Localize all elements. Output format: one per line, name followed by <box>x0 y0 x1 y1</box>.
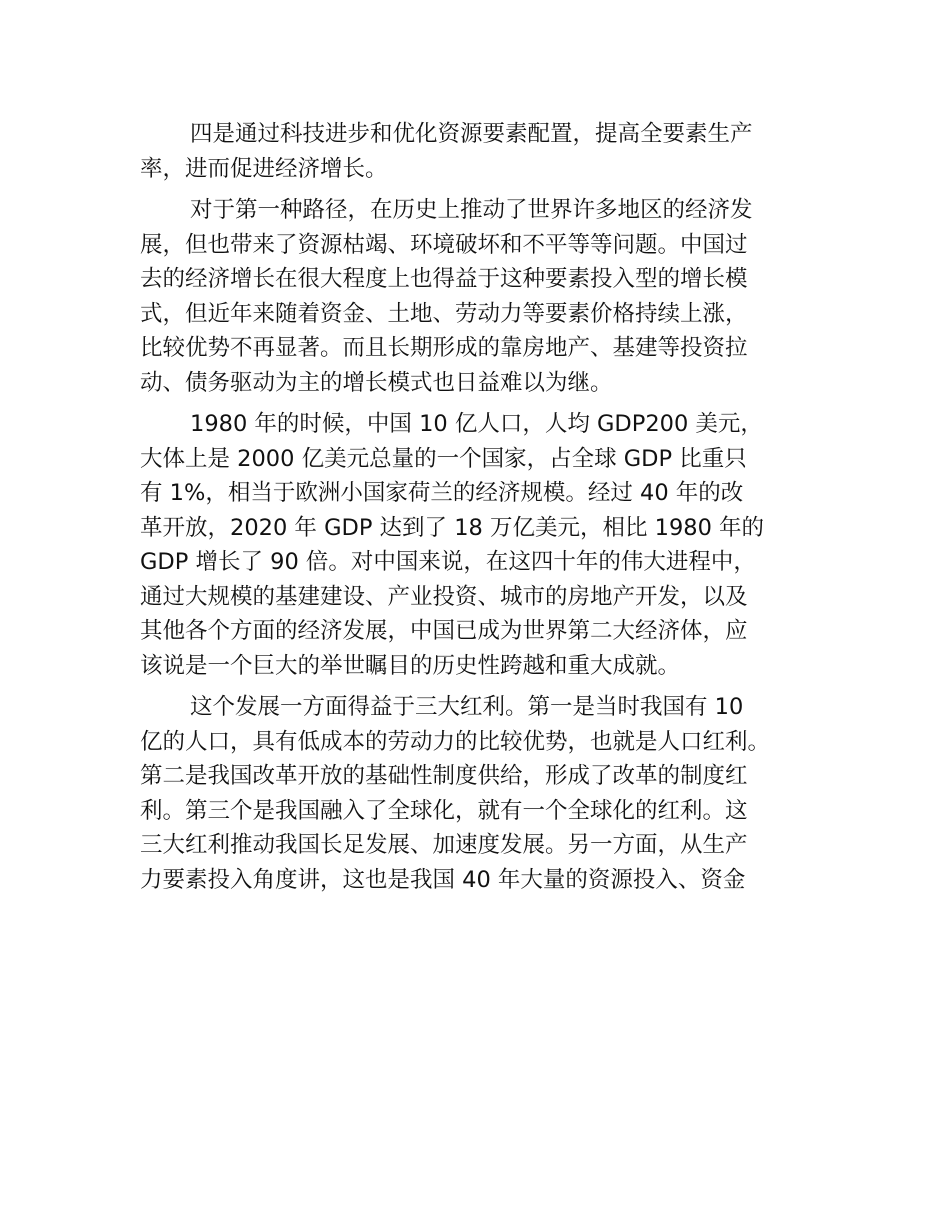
text-line: 1980 年的时候，中国 10 亿人口，人均 GDP200 美元， <box>190 411 763 437</box>
text-line: 第二是我国改革开放的基础性制度供给，形成了改革的制度红 <box>140 763 748 789</box>
text-line: 式，但近年来随着资金、土地、劳动力等要素价格持续上涨， <box>140 300 748 327</box>
paragraph-1980-gdp <box>140 407 834 683</box>
paragraph-four-paths <box>140 117 834 186</box>
text-line: 有 1%，相当于欧洲小国家荷兰的经济规模。经过 40 年的改 <box>140 480 744 506</box>
text-line: 亿的人口，具有低成本的劳动力的比较优势，也就是人口红利。 <box>140 728 771 755</box>
paragraph-first-path <box>140 193 834 400</box>
text-line: 该说是一个巨大的举世瞩目的历史性跨越和重大成就。 <box>140 652 681 679</box>
text-line: 这个发展一方面得益于三大红利。第一是当时我国有 10 <box>190 694 744 720</box>
text-line: 四是通过科技进步和优化资源要素配置，提高全要素生产 <box>190 121 753 147</box>
text-line: 率，进而促进经济增长。 <box>140 155 388 182</box>
text-line: 其他各个方面的经济发展，中国已成为世界第二大经济体，应 <box>140 618 748 644</box>
text-line: 动、债务驱动为主的增长模式也日益难以为继。 <box>140 369 613 396</box>
text-line: 大体上是 2000 亿美元总量的一个国家，占全球 GDP 比重只 <box>140 445 747 472</box>
text-line: 比较优势不再显著。而且长期形成的靠房地产、基建等投资拉 <box>140 335 748 361</box>
text-line: 三大红利推动我国长足发展、加速度发展。另一方面，从生产 <box>140 832 748 858</box>
text-line: 力要素投入角度讲，这也是我国 40 年大量的资源投入、资金 <box>140 866 746 893</box>
text-line: 对于第一种路径，在历史上推动了世界许多地区的经济发 <box>190 197 753 223</box>
text-line: 通过大规模的基建建设、产业投资、城市的房地产开发，以及 <box>140 583 748 610</box>
text-line: 去的经济增长在很大程度上也得益于这种要素投入型的增长模 <box>140 266 748 292</box>
paragraph-three-dividends <box>140 690 834 897</box>
text-line: 展，但也带来了资源枯竭、环境破坏和不平等等问题。中国过 <box>140 231 748 258</box>
document-page <box>140 117 834 904</box>
text-line: 革开放，2020 年 GDP 达到了 18 万亿美元，相比 1980 年的 <box>140 514 765 541</box>
text-line: GDP 增长了 90 倍。对中国来说，在这四十年的伟大进程中， <box>140 549 756 575</box>
text-line: 利。第三个是我国融入了全球化，就有一个全球化的红利。这 <box>140 797 748 824</box>
